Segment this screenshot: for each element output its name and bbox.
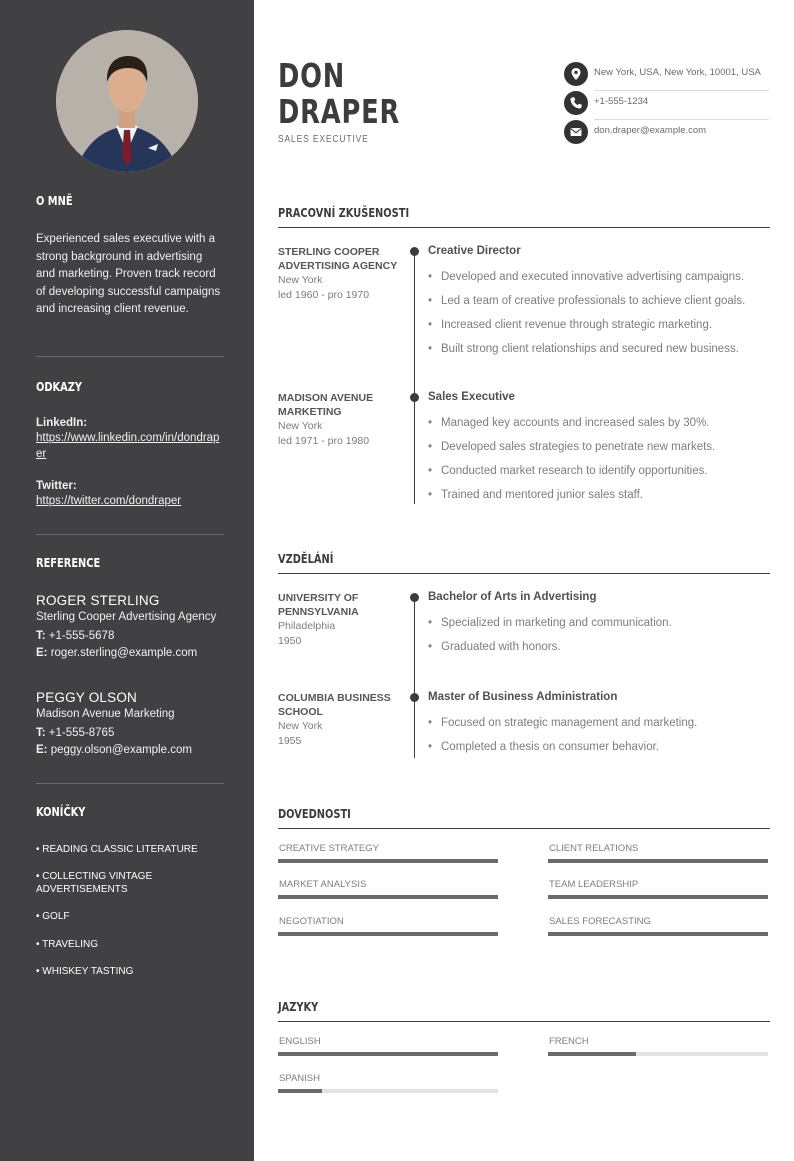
language-bar [548,1052,768,1056]
section-rule [278,573,770,574]
envelope-icon [564,120,588,144]
about-text: Experienced sales executive with a strong background in advertising and marketing. Proven track record of developing successful campaigns and increasing client revenue. [36,233,221,315]
skill-item [278,879,498,890]
skill-bar [278,932,498,936]
reference-email: E: peggy.olson@example.com [36,744,192,756]
language-item [278,1073,498,1084]
hobby-item: • COLLECTING VINTAGE ADVERTISEMENTS [36,871,153,895]
contact-email [564,120,769,144]
experience-org: MADISON AVENUE MARKETING New York led 1971 - pro 1980 [278,391,398,449]
skill-label: TEAM LEADERSHIP [549,879,639,890]
sidebar [0,0,254,1161]
skill-bar-fill [548,932,768,936]
contact-address [564,62,769,86]
skill-item [548,916,768,927]
section-rule [278,1021,770,1022]
hobby-item: • TRAVELING [36,939,99,950]
profile-photo [56,30,198,172]
references-section [36,556,224,570]
divider [36,356,224,357]
experience-role: Sales Executive [428,391,515,403]
languages-title: JAZYKY [278,1000,319,1014]
education-degree: Bachelor of Arts in Advertising [428,591,597,603]
language-label: ENGLISH [279,1036,321,1047]
education-org: COLUMBIA BUSINESS SCHOOL New York 1955 [278,691,398,749]
references-title: REFERENCE [36,556,101,570]
language-bar [278,1052,498,1056]
education-dates: 1955 [278,735,302,747]
experience-org: STERLING COOPER ADVERTISING AGENCY New York led 1960 - pro 1970 [278,246,398,301]
timeline-dot [410,593,419,602]
skill-bar [278,859,498,863]
skill-label: SALES FORECASTING [549,916,651,927]
list-item: • Trained and mentored junior sales staff. [428,489,643,501]
hobby-item: • WHISKEY TASTING [36,966,134,977]
timeline-line [414,252,415,504]
language-item [278,1036,498,1047]
reference-company: Sterling Cooper Advertising Agency [36,611,217,623]
skill-label: CREATIVE STRATEGY [279,843,379,854]
section-rule [278,828,770,829]
skill-bar-fill [278,932,498,936]
language-bar [278,1089,498,1093]
hobbies-title: KONÍČKY [36,805,86,819]
person-name [278,58,400,130]
language-bar-fill [278,1089,322,1093]
first-name: DON [278,56,346,95]
language-label: SPANISH [279,1073,321,1084]
skill-bar-fill [548,859,768,863]
list-item: • Conducted market research to identify opportunities. [428,465,708,477]
skill-bar-fill [278,859,498,863]
contact-phone [564,91,769,115]
skill-label: CLIENT RELATIONS [549,843,639,854]
reference-phone: T: +1-555-5678 [36,630,115,642]
skill-bar [548,895,768,899]
list-item: • Specialized in marketing and communication. [428,617,672,629]
phone-text: +1-555-1234 [594,96,649,107]
skill-label: NEGOTIATION [279,916,344,927]
hobbies-section [36,805,224,819]
language-bar-fill [278,1052,498,1056]
timeline-dot [410,393,419,402]
email-text[interactable]: don.draper@example.com [594,125,707,136]
education-location: New York [278,720,323,732]
list-item: • Developed sales strategies to penetrate new markets. [428,441,715,453]
language-item [548,1036,768,1047]
list-item: • Developed and executed innovative advertising campaigns. [428,271,744,283]
reference-item [36,593,224,662]
skill-item [278,916,498,927]
reference-name: PEGGY OLSON [36,690,137,705]
about-title: O MNĚ [36,194,73,208]
phone-icon [564,91,588,115]
education-dates: 1950 [278,635,302,647]
education-title: VZDĚLÁNÍ [278,552,334,566]
timeline-line [414,598,415,758]
about-section [36,194,224,208]
list-item: • Focused on strategic management and marketing. [428,717,697,729]
skill-item [548,879,768,890]
experience-location: New York [278,420,323,432]
list-item: • Led a team of creative professionals to achieve client goals. [428,295,745,307]
twitter-link[interactable]: https://twitter.com/dondraper [36,495,182,507]
reference-item [36,690,224,759]
experience-title: PRACOVNÍ ZKUŠENOSTI [278,206,410,220]
divider [36,783,224,784]
hobby-item: • READING CLASSIC LITERATURE [36,844,198,855]
skill-bar [548,932,768,936]
linkedin-link-block [36,417,224,462]
linkedin-link[interactable]: https://www.linkedin.com/in/dondraper [36,432,220,460]
list-item: • Managed key accounts and increased sales by 30%. [428,417,710,429]
reference-email: E: roger.sterling@example.com [36,647,198,659]
reference-company: Madison Avenue Marketing [36,708,175,720]
education-degree: Master of Business Administration [428,691,618,703]
skill-bar [278,895,498,899]
list-item: • Graduated with honors. [428,641,561,653]
twitter-link-block [36,480,224,509]
section-rule [278,227,770,228]
skill-item [548,843,768,854]
last-name: DRAPER [278,92,401,131]
skill-label: MARKET ANALYSIS [279,879,367,890]
list-item: • Completed a thesis on consumer behavior. [428,741,659,753]
skills-title: DOVEDNOSTI [278,807,351,821]
skill-item [278,843,498,854]
skill-bar-fill [278,895,498,899]
reference-phone: T: +1-555-8765 [36,727,115,739]
list-item: • Built strong client relationships and secured new business. [428,343,739,355]
language-label: FRENCH [549,1036,589,1047]
experience-location: New York [278,274,323,286]
experience-dates: led 1971 - pro 1980 [278,435,370,447]
reference-name: ROGER STERLING [36,593,160,608]
education-location: Philadelphia [278,620,336,632]
skill-bar [548,859,768,863]
map-pin-icon [564,62,588,86]
timeline-dot [410,693,419,702]
language-bar-fill [548,1052,636,1056]
divider [36,534,224,535]
timeline-dot [410,247,419,256]
hobby-item: • GOLF [36,911,70,922]
experience-role: Creative Director [428,245,521,257]
linkedin-label: LinkedIn: [36,417,88,429]
experience-dates: led 1960 - pro 1970 [278,289,370,301]
links-title: ODKAZY [36,380,83,394]
job-title: SALES EXECUTIVE [278,134,369,145]
links-section [36,380,224,394]
list-item: • Increased client revenue through strategic marketing. [428,319,712,331]
address-text: New York, USA, New York, 10001, USA [594,67,761,78]
education-org: UNIVERSITY OF PENNSYLVANIA Philadelphia 1950 [278,591,398,649]
twitter-label: Twitter: [36,480,77,492]
skill-bar-fill [548,895,768,899]
